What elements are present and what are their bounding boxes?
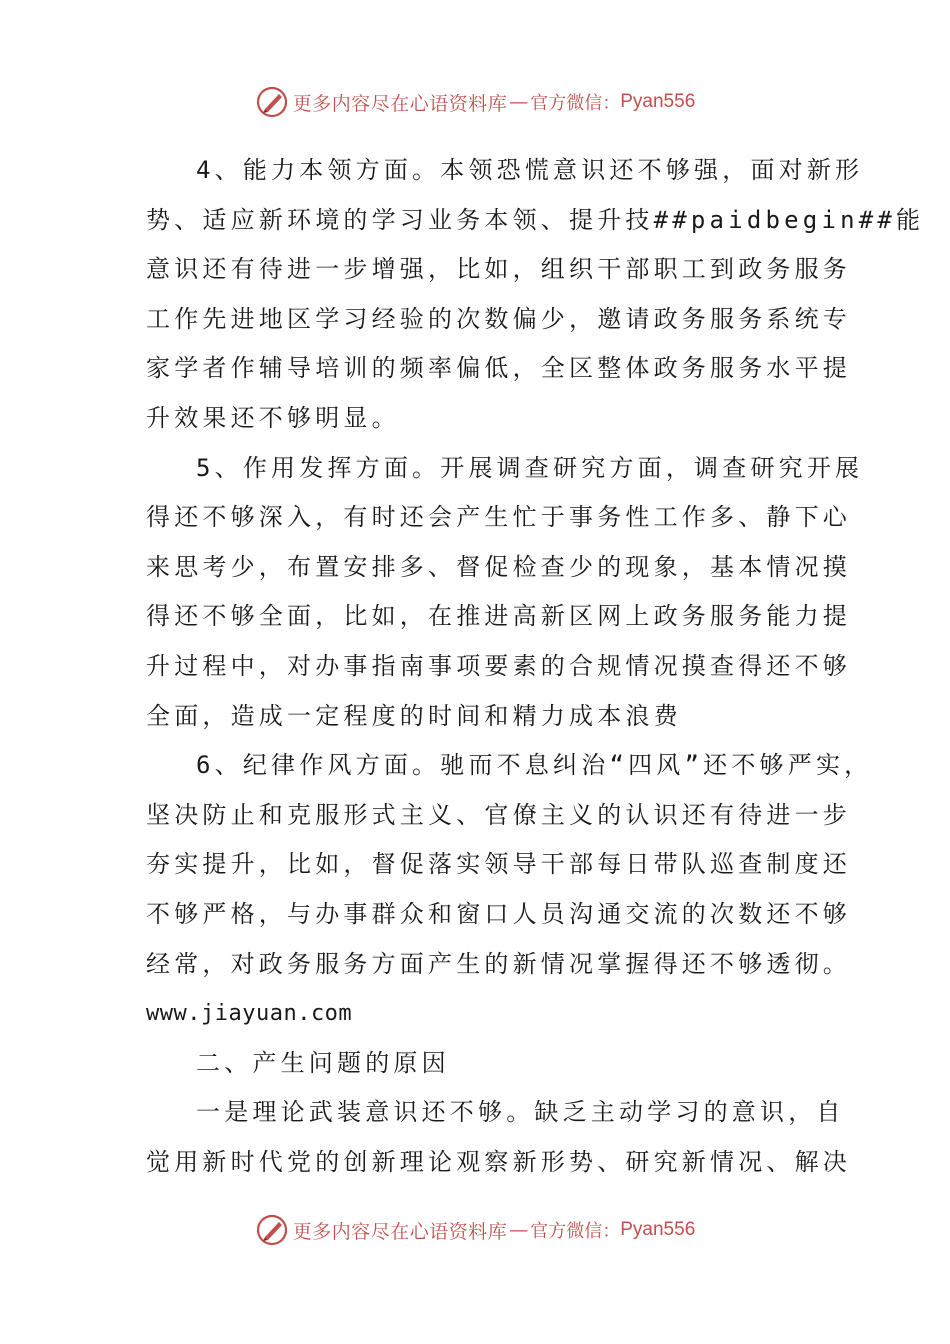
banner-wechat-id: Pyan556 bbox=[620, 91, 696, 112]
text-line: 升过程中，对办事指南事项要素的合规情况摸查得还不够 bbox=[146, 651, 851, 680]
banner-wechat-id: Pyan556 bbox=[620, 1219, 696, 1240]
pen-logo-icon bbox=[255, 1213, 289, 1247]
text-line: 6、纪律作风方面。驰而不息纠治“四风”还不够严实， bbox=[196, 751, 873, 780]
text-line: 得还不够全面，比如，在推进高新区网上政务服务能力提 bbox=[146, 602, 851, 631]
text-line: 工作先进地区学习经验的次数偏少，邀请政务服务系统专 bbox=[146, 304, 851, 333]
website-url: www.jiayuan.com bbox=[146, 1001, 353, 1027]
text-line: 经常，对政务服务方面产生的新情况掌握得还不够透彻。 bbox=[146, 949, 851, 978]
text-line: 4、能力本领方面。本领恐慌意识还不够强，面对新形 bbox=[196, 156, 864, 184]
text-line: 升效果还不够明显。 bbox=[146, 403, 400, 432]
footer-watermark bbox=[0, 1210, 950, 1250]
banner-official-label: 官方微信： bbox=[530, 1221, 621, 1242]
text-line: 不够严格，与办事群众和窗口人员沟通交流的次数还不够 bbox=[146, 899, 851, 928]
text-line: 意识还有待进一步增强，比如，组织干部职工到政务服务 bbox=[146, 255, 851, 284]
banner-separator: — bbox=[509, 1219, 529, 1241]
pen-logo-icon bbox=[255, 85, 289, 119]
text-line: 夯实提升，比如，督促落实领导干部每日带队巡查制度还 bbox=[146, 850, 851, 879]
document-body bbox=[146, 146, 925, 1187]
text-line: 一是理论武装意识还不够。缺乏主动学习的意识，自 bbox=[196, 1098, 845, 1127]
text-line: 5、作用发挥方面。开展调查研究方面，调查研究开展 bbox=[196, 453, 864, 482]
banner-official-label: 官方微信： bbox=[530, 93, 621, 114]
text-line: 家学者作辅导培训的频率偏低，全区整体政务服务水平提 bbox=[146, 354, 851, 383]
text-line: 坚决防止和克服形式主义、官僚主义的认识还有待进一步 bbox=[146, 800, 851, 829]
banner-text: 更多内容尽在心语资料库 bbox=[292, 92, 508, 115]
text-line: 得还不够深入，有时还会产生忙于事务性工作多、静下心 bbox=[146, 503, 851, 532]
banner-separator: — bbox=[509, 91, 529, 113]
text-line: 势、适应新环境的学习业务本领、提升技##paidbegin##能 bbox=[146, 205, 925, 234]
text-line: 全面，造成一定程度的时间和精力成本浪费 bbox=[146, 701, 682, 730]
banner-text: 更多内容尽在心语资料库 bbox=[292, 1220, 508, 1243]
header-watermark bbox=[0, 82, 950, 122]
section-heading: 二、产生问题的原因 bbox=[196, 1048, 450, 1077]
text-line: 觉用新时代党的创新理论观察新形势、研究新情况、解决 bbox=[146, 1147, 851, 1176]
text-line: 来思考少，布置安排多、督促检查少的现象，基本情况摸 bbox=[146, 552, 851, 581]
